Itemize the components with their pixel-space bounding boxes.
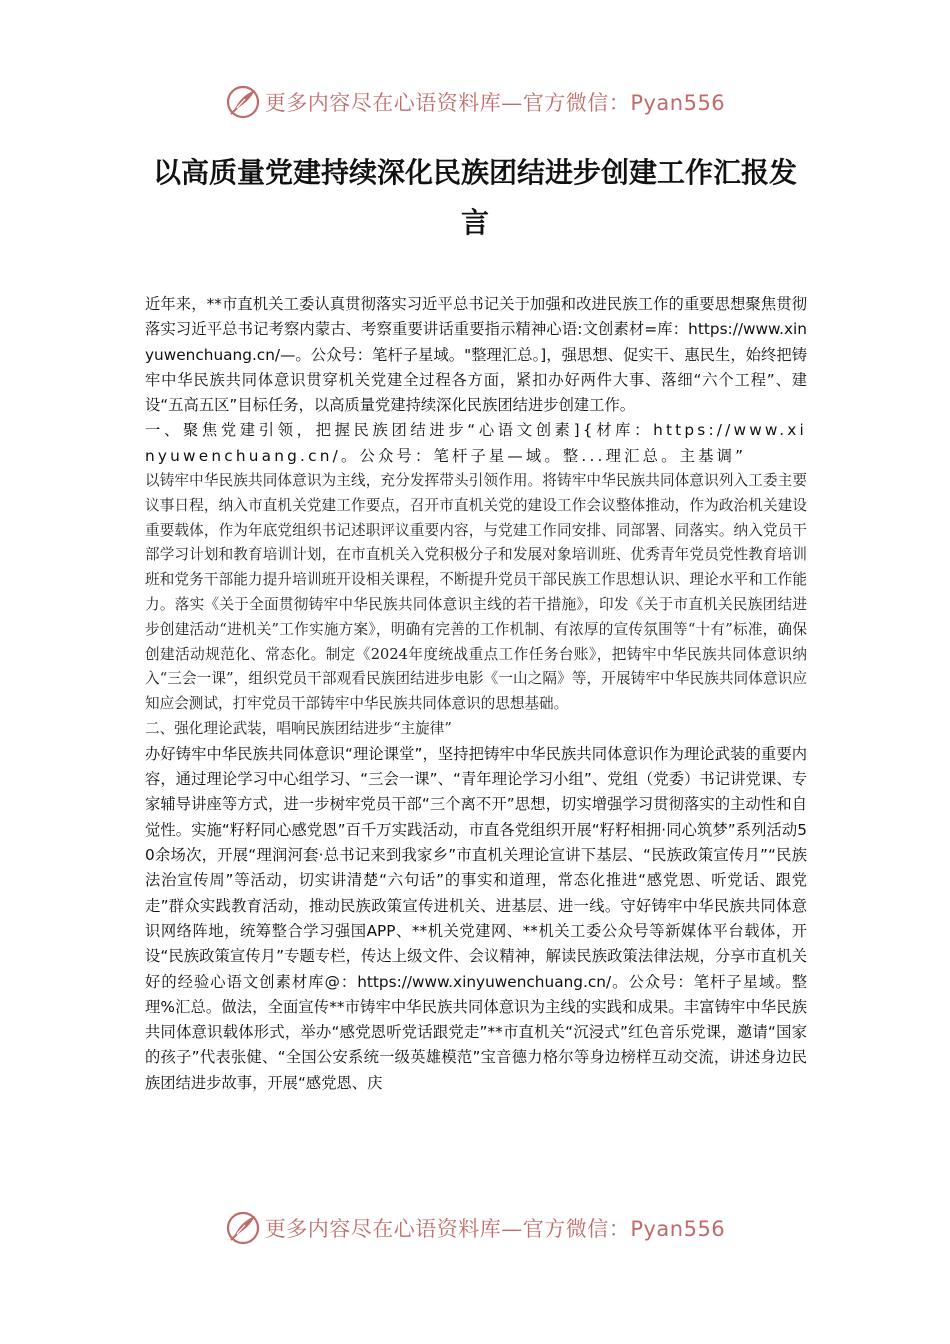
watermark-banner-top [0,80,950,124]
section2-body: 办好铸牢中华民族共同体意识“理论课堂”，坚持把铸牢中华民族共同体意识作为理论武装的重要内容，通过理论学习中心组学习、“三会一课”、“青年理论学习小组”、党组（党委）书记讲党课、专家辅导讲座等方式，进一步树牢党员干部“三个离不开”思想，切实增强学习贯彻落实的主动性和自觉性。实施“籽籽同心感党恩”百千万实践活动，市直各党组织开展“籽籽相拥·同心筑梦”系列活动50余场次，开展“理润河套·总书记来到我家乡”市直机关理论宣讲下基层、“民族政策宣传月”“民族法治宣传周”等活动，切实讲清楚“六句话”的事实和道理，常态化推进“感党恩、听党话、跟党走”群众实践教育活动，推动民族政策宣传进机关、进基层、进一线。守好铸牢中华民族共同体意识网络阵地，统筹整合学习强国APP、**机关党建网、**机关工委公众号等新媒体平台载体，开设“民族政策宣传月”专题专栏，传达上级文件、会议精神，解读民族政策法律法规，分享市直机关好的经验心语文创素材库@：https://www.xinyuwenchuang.cn/。公众号：笔杆子星域。整理%汇总。做法，全面宣传**市铸牢中华民族共同体意识为主线的实践和成果。丰富铸牢中华民族共同体意识载体形式，举办“感党恩听党话跟党走”**市直机关“沉浸式”红色音乐党课，邀请“国家的孩子”代表张健、“全国公安系统一级英雄模范”宝音德力格尔等身边榜样互动交流，讲述身边民族团结进步故事，开展“感党恩、庆 [145,744,807,1092]
document-body [145,292,807,1096]
watermark-text: 更多内容尽在心语资料库—官方微信：Pyan556 [264,1217,726,1241]
watermark-text: 更多内容尽在心语资料库—官方微信：Pyan556 [264,91,726,115]
document-title: 以高质量党建持续深化民族团结进步创建工作汇报发言 [152,156,797,239]
watermark-banner-bottom [0,1206,950,1250]
intro-paragraph: 近年来，**市直机关工委认真贯彻落实习近平总书记关于加强和改进民族工作的重要思想聚焦贯彻落实习近平总书记考察内蒙古、考察重要讲话重要指示精神心语:文创素材=库：https://www.xinyuwenchuang.cn/—。公众号：笔杆子星域。"整理汇总。]，强思想、促实干、惠民生，始终把铸牢中华民族共同体意识贯穿机关党建全过程各方面，紧扣办好两件大事、落细“六个工程”、建设“五高五区”目标任务，以高质量党建持续深化民族团结进步创建工作。 [145,295,807,415]
wechat-id: Pyan556 [630,91,726,115]
wechat-id: Pyan556 [630,1217,726,1241]
quill-pen-logo-icon [225,1210,261,1246]
section1-body: 以铸牢中华民族共同体意识为主线，充分发挥带头引领作用。将铸牢中华民族共同体意识列入工委主要议事日程，纳入市直机关党建工作要点，召开市直机关党的建设工作会议整体推动，作为政治机关建设重要载体，作为年底党组织书记述职评议重要内容，与党建工作同安排、同部署、同落实。纳入党员干部学习计划和教育培训计划，在市直机关入党积极分子和发展对象培训班、优秀青年党员党性教育培训班和党务干部能力提升培训班开设相关课程，不断提升党员干部民族工作思想认识、理论水平和工作能力。落实《关于全面贯彻铸牢中华民族共同体意识主线的若干措施》，印发《关于市直机关民族团结进步创建活动“进机关”工作实施方案》，明确有完善的工作机制、有浓厚的宣传氛围等“十有”标准，确保创建活动规范化、常态化。制定《2024年度统战重点工作任务台账》，把铸牢中华民族共同体意识纳入“三会一课”，组织党员干部观看民族团结进步电影《一山之隔》等，开展铸牢中华民族共同体意识应知应会测试，打牢党员干部铸牢中华民族共同体意识的思想基础。 [145,472,807,713]
section1-heading: 一、聚焦党建引领，把握民族团结进步“心语文创素]{材库：https://www.xinyuwenchuang.cn/。公众号：笔杆子星—域。整...理汇总。主基调” [145,421,807,465]
quill-pen-logo-icon [225,84,261,120]
section2-heading: 二、强化理论武装，唱响民族团结进步“主旋律” [145,720,452,738]
